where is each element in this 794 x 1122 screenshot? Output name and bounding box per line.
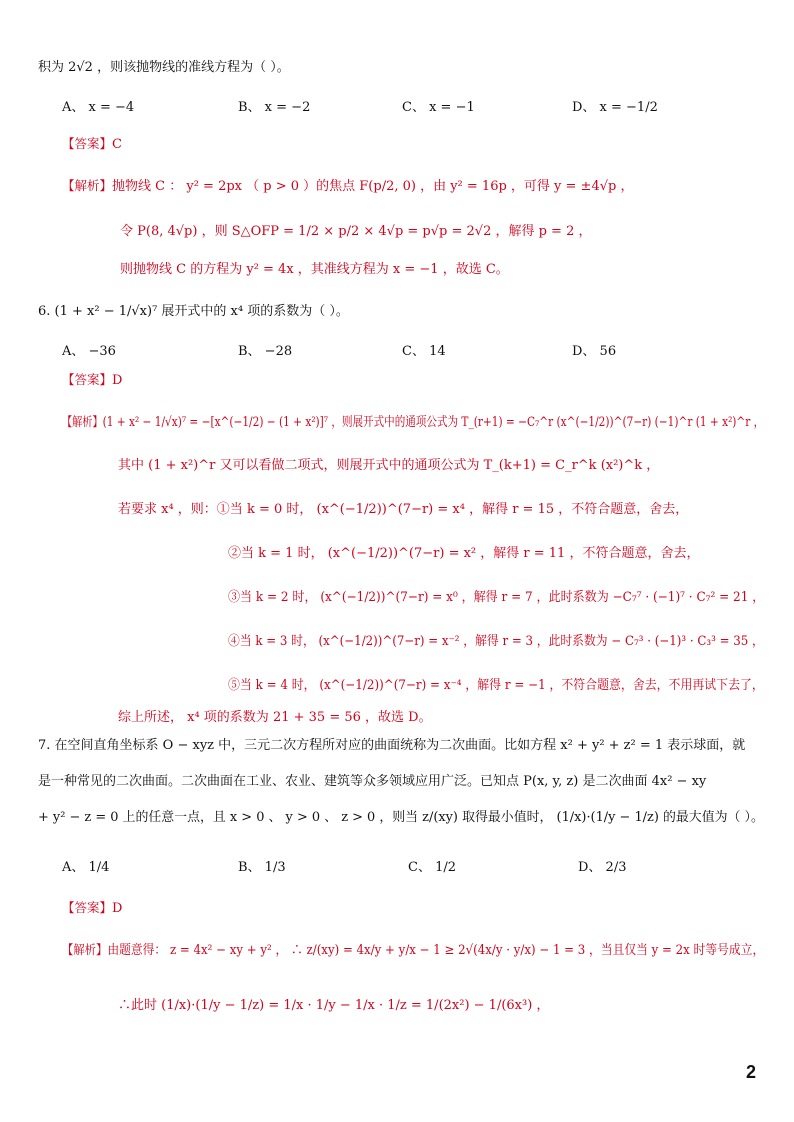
q6-analysis-line-6: ④当 k = 3 时， (x^(−1/2))^(7−r) = x⁻² ，解得 r = 3 ，此时系数为 − C₇³ · (−1)³ · C₃³ = 35 ， (228, 634, 764, 649)
q6-stem: 6. (1 + x² − 1/√x)⁷ 展开式中的 x⁴ 项的系数为（ ）。 (38, 304, 349, 319)
q6-option-d: D、 56 (572, 344, 617, 359)
answer-tag: 【答案】 (62, 900, 113, 915)
q5-analysis-line-1: 【解析】抛物线 C ： y² = 2px （ p > 0 ）的焦点 F(p/2, 0) ，由 y² = 16p ，可得 y = ±4√p ， (62, 178, 634, 194)
q6-analysis-line-1: 【解析】(1 + x² − 1/√x)⁷ = −[x^(−1/2) − (1 + x²)]⁷ ，则展开式中的通项公式为 T_(r+1) = −C₇^r (x^(−1/2))^(7−r) (−1)^r (1 + x²)^r ， (62, 414, 765, 430)
q7-answer (62, 898, 122, 919)
answer-tag: 【答案】 (62, 136, 113, 151)
q7-stem-line-3: + y² − z = 0 上的任意一点，且 x > 0 、 y > 0 、 z > 0 ，则当 z/(xy) 取得最小值时， (1/x)·(1/y − 1/z) 的最大值为（ ）。 (38, 810, 764, 825)
q6-analysis-line-8: 综上所述， x⁴ 项的系数为 21 + 35 = 56 ，故选 D。 (118, 710, 432, 725)
answer-value: D (112, 373, 123, 388)
answer-value: D (112, 901, 123, 916)
q5-analysis-line-3: 则抛物线 C 的方程为 y² = 4x ，其准线方程为 x = −1 ，故选 C。 (120, 262, 509, 277)
q7-option-a: A、 1/4 (62, 860, 110, 875)
q6-analysis-line-3: 若要求 x⁴ ，则：①当 k = 0 时， (x^(−1/2))^(7−r) = x⁴ ，解得 r = 15 ，不符合题意，舍去， (118, 502, 689, 517)
q6-analysis-line-5: ③当 k = 2 时， (x^(−1/2))^(7−r) = x⁰ ，解得 r = 7 ，此时系数为 −C₇⁷ · (−1)⁷ · C₇² = 21 ， (228, 590, 765, 605)
q5-option-d: D、 x = −1/2 (572, 100, 658, 115)
page-number: 2 (745, 1062, 756, 1082)
q5-option-b: B、 x = −2 (238, 100, 311, 115)
q7-option-b: B、 1/3 (238, 860, 286, 875)
q6-option-b: B、 −28 (238, 344, 293, 359)
answer-value: C (112, 137, 122, 152)
answer-tag: 【答案】 (62, 372, 113, 387)
q5-option-a: A、 x = −4 (62, 100, 135, 115)
q7-analysis-line-1: 【解析】由题意得： z = 4x² − xy + y² ， ∴ z/(xy) = 4x/y + y/x − 1 ≥ 2√(4x/y · y/x) − 1 = 3 ，当且仅当 y = 2x 时等号成立， (62, 942, 765, 958)
q7-option-d: D、 2/3 (578, 860, 627, 875)
q6-option-c: C、 14 (402, 344, 446, 359)
q7-analysis-line-2: ∴此时 (1/x)·(1/y − 1/z) = 1/x · 1/y − 1/x · 1/z = 1/(2x²) − 1/(6x³) ， (118, 998, 550, 1013)
analysis-tag: 【解析】 (62, 942, 108, 957)
q5-option-c: C、 x = −1 (402, 100, 475, 115)
q7-option-c: C、 1/2 (408, 860, 457, 875)
q5-answer (62, 134, 122, 155)
q7-stem-line-1: 7. 在空间直角坐标系 O − xyz 中，三元二次方程所对应的曲面统称为二次曲面。比如方程 x² + y² + z² = 1 表示球面，就 (38, 738, 746, 753)
analysis-tag: 【解析】 (62, 414, 103, 429)
q6-analysis-line-2: 其中 (1 + x²)^r 又可以看做二项式，则展开式中的通项公式为 T_(k+1) = C_r^k (x²)^k ， (118, 458, 660, 473)
analysis-tag: 【解析】 (62, 178, 113, 193)
q6-analysis-line-4: ②当 k = 1 时， (x^(−1/2))^(7−r) = x² ，解得 r = 11 ，不符合题意，舍去， (228, 546, 700, 561)
q7-stem-line-2: 是一种常见的二次曲面。二次曲面在工业、农业、建筑等众多领域应用广泛。已知点 P(x, y, z) 是二次曲面 4x² − xy (38, 774, 707, 789)
q6-option-a: A、 −36 (62, 344, 116, 359)
q5-analysis-line-2: 令 P(8, 4√p) ，则 S△OFP = 1/2 × p/2 × 4√p = p√p = 2√2 ，解得 p = 2 ， (120, 224, 592, 239)
q6-analysis-line-7: ⑤当 k = 4 时， (x^(−1/2))^(7−r) = x⁻⁴ ，解得 r = −1 ，不符合题意，舍去，不用再试下去了， (228, 678, 764, 693)
q5-stem-tail: 积为 2√2 ，则该抛物线的准线方程为（ ）。 (38, 60, 290, 75)
q6-answer (62, 370, 122, 391)
